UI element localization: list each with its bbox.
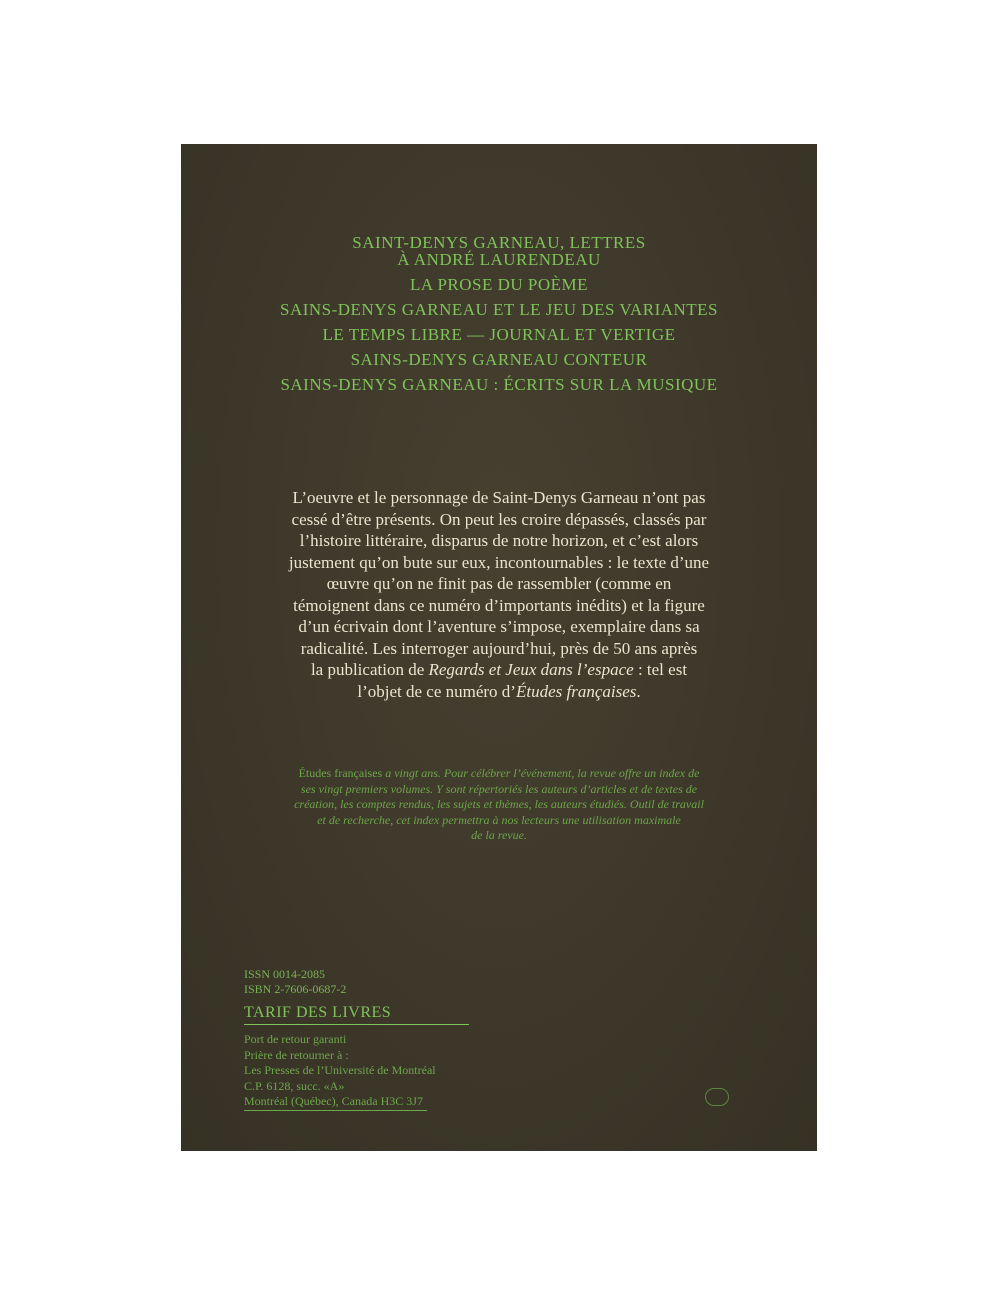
- title-line: À ANDRÉ LAURENDEAU: [397, 250, 601, 269]
- issn: ISSN 0014-2085: [244, 967, 326, 981]
- abstract-line: témoignent dans ce numéro d’importants inédits) et la figure: [293, 595, 705, 615]
- abstract-text: .: [636, 681, 641, 701]
- abstract-line: œuvre qu’on ne finit pas de rassembler (comme en: [326, 574, 672, 593]
- abstract-line: justement qu’on bute sur eux, incontournables : le texte d’une: [288, 552, 710, 572]
- tarif-heading: TARIF DES LIVRES: [244, 1004, 469, 1025]
- title-line: LA PROSE DU POÈME: [409, 275, 589, 294]
- abstract-paragraph: [231, 487, 767, 702]
- title-line: SAINT-DENYS GARNEAU, LETTRES: [352, 233, 646, 252]
- address-line: C.P. 6128, succ. «A»: [244, 1078, 345, 1093]
- abstract-text: : tel est: [633, 660, 688, 679]
- address-line: Les Presses de l’Université de Montréal: [244, 1063, 436, 1077]
- abstract-line: [231, 659, 767, 681]
- note-line: [231, 766, 767, 782]
- title-line: LE TEMPS LIBRE — JOURNAL ET VERTIGE: [322, 325, 676, 344]
- abstract-line: [231, 681, 767, 703]
- journal-title: Études françaises: [515, 681, 637, 701]
- title-line: SAINS-DENYS GARNEAU : ÉCRITS SUR LA MUSIQUE: [280, 375, 718, 394]
- journal-name: Études françaises: [298, 766, 383, 780]
- address-line: Montréal (Québec), Canada H3C 3J7: [244, 1094, 427, 1111]
- book-title: Regards et Jeux dans l’espace: [428, 660, 634, 679]
- title-line: SAINS-DENYS GARNEAU CONTEUR: [350, 350, 648, 369]
- back-cover: [181, 144, 817, 1151]
- index-note: [231, 766, 767, 844]
- note-line: et de recherche, cet index permettra à nos lecteurs une utilisation maximale: [317, 812, 681, 827]
- address-line: Port de retour garanti: [244, 1032, 347, 1046]
- note-line: ses vingt premiers volumes. Y sont répertoriés les auteurs d’articles et de textes de: [300, 781, 698, 796]
- address-line: Prière de retourner à :: [244, 1047, 349, 1062]
- return-address: [244, 1032, 436, 1111]
- note-text: a vingt ans. Pour célébrer l’événement, la revue offre un index de: [382, 766, 700, 780]
- abstract-line: l’histoire littéraire, disparus de notre horizon, et c’est alors: [299, 531, 699, 550]
- abstract-line: cessé d’être présents. On peut les croire dépassés, classés par: [291, 509, 707, 529]
- abstract-line: L’oeuvre et le personnage de Saint-Denys Garneau n’ont pas: [292, 488, 706, 507]
- contents-titles: [181, 234, 817, 393]
- identifier-codes: [244, 967, 346, 997]
- title-line: SAINS-DENYS GARNEAU ET LE JEU DES VARIANTES: [279, 300, 719, 319]
- abstract-line: d’un écrivain dont l’aventure s’impose, exemplaire dans sa: [298, 617, 700, 636]
- note-line: de la revue.: [471, 828, 527, 842]
- abstract-text: la publication de: [310, 660, 429, 679]
- abstract-text: l’objet de ce numéro d’: [357, 681, 516, 701]
- union-label-icon: [705, 1088, 729, 1106]
- note-line: création, les comptes rendus, les sujets et thèmes, les auteurs étudiés. Outil de travail: [294, 797, 704, 811]
- isbn: ISBN 2-7606-0687-2: [244, 982, 347, 996]
- abstract-line: radicalité. Les interroger aujourd’hui, près de 50 ans après: [300, 638, 698, 658]
